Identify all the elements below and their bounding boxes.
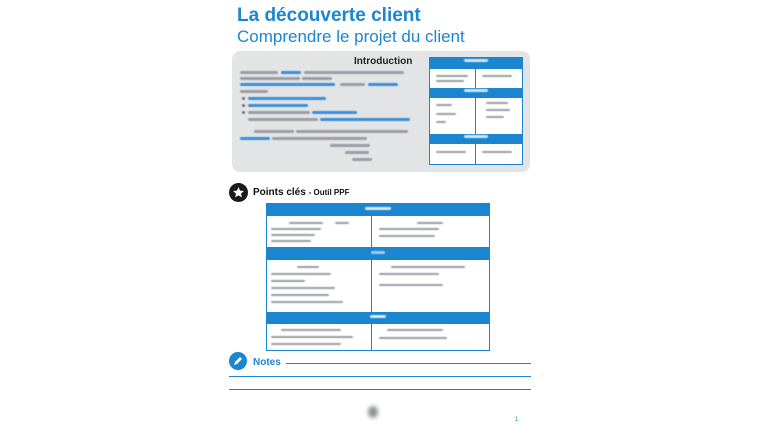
introduction-title: Introduction — [354, 56, 413, 67]
key-points-title: Points clés — [253, 187, 306, 198]
star-icon — [229, 183, 248, 202]
blurred-mark — [368, 406, 378, 418]
key-points-subtitle: - Outil PPF — [308, 188, 350, 197]
key-points-heading — [253, 187, 349, 198]
notes-line — [229, 376, 531, 377]
pencil-icon — [229, 352, 247, 370]
notes-line — [229, 389, 531, 390]
page-number: 1 — [515, 417, 519, 423]
page-subtitle: Comprendre le projet du client — [237, 27, 465, 46]
page-title: La découverte client — [237, 5, 421, 26]
introduction-mini-table — [429, 57, 523, 165]
notes-line — [286, 363, 531, 364]
notes-title: Notes — [253, 357, 281, 368]
key-points-table — [266, 203, 490, 351]
